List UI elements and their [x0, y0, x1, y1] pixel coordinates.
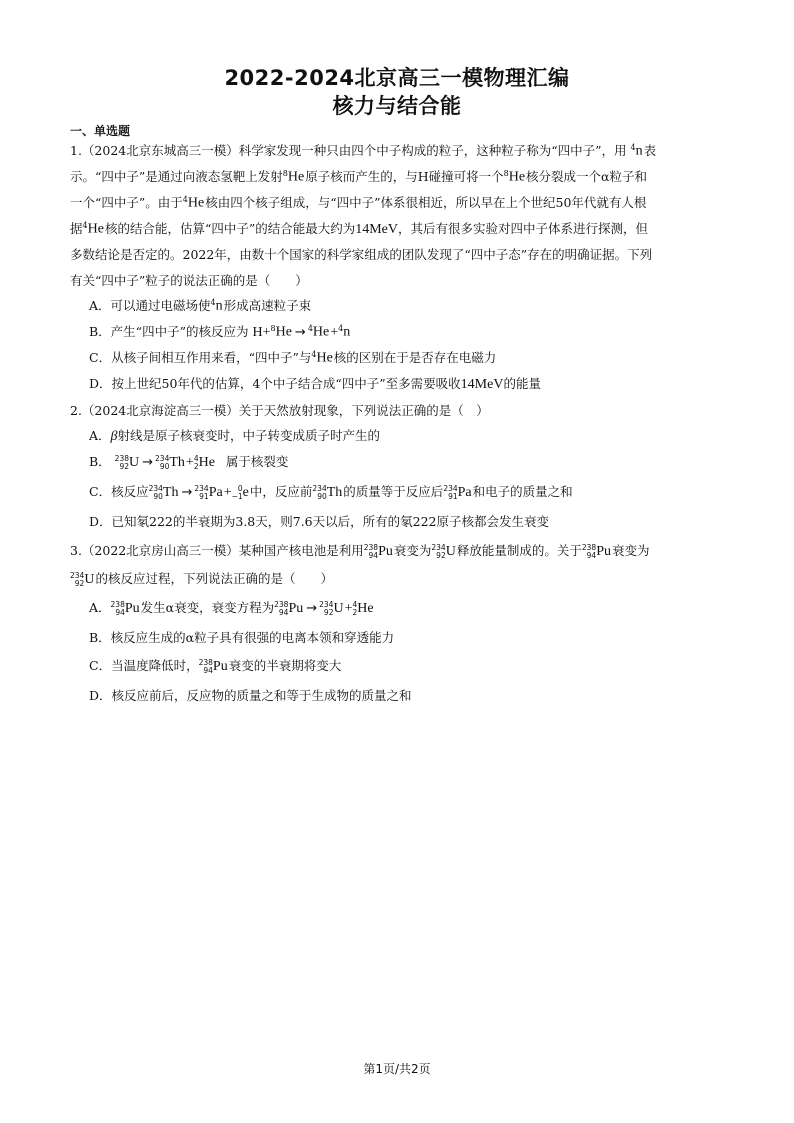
- q3-option-c[interactable]: C．当温度降低时， 238 94 Pu衰变的半衰期将变大: [89, 657, 342, 675]
- q1-line-2: 示。“四中子”是通过向液态氢靶上发射$^8$He原子核而产生的，与H碰撞可将一个$^8$He核分裂成一个α粒子和: [70, 169, 647, 185]
- q2-option-b[interactable]: B． 238 92 U → 234 90 Th+ 4 2 He 属于核裂变: [89, 453, 289, 471]
- q3-line-2: 234 92 U的核反应过程，下列说法正确的是（ ）: [70, 570, 333, 588]
- q1-option-a[interactable]: A．可以通过电磁场使$^4$n形成高速粒子束: [89, 298, 312, 314]
- q1-option-b[interactable]: B．产生“四中子”的核反应为 H+$^8$He → $^4$He+$^4$n: [89, 324, 351, 340]
- q2-stem: 2.（2024北京海淀高三一模）关于天然放射现象，下列说法正确的是（ ）: [70, 403, 489, 418]
- q1-option-d[interactable]: D．按上世纪50年代的估算，4个中子结合成“四中子”至多需要吸收14MeV的能量: [89, 376, 541, 392]
- q1-line-3: 一个“四中子”。由于$^4$He核由四个核子组成，与“四中子”体系很相近，所以早在上个世纪50年代就有人根: [70, 195, 647, 211]
- document-title: 2022-2024北京高三一模物理汇编: [224, 66, 570, 90]
- q1-line-4: 据$^4$He核的结合能，估算“四中子”的结合能最大约为14MeV，其后有很多实验对四中子体系进行探测，但: [70, 221, 649, 237]
- q2-option-a[interactable]: A．β射线是原子核衰变时，中子转变成质子时产生的: [89, 428, 381, 444]
- section-heading: 一、单选题: [70, 124, 131, 138]
- q1-line-1: 1.（2024北京东城高三一模）科学家发现一种只由四个中子构成的粒子，这种粒子称为“四中子”，用 $^4$n表: [70, 143, 657, 159]
- q3-option-a[interactable]: A． 238 94 Pu发生α衰变，衰变方程为 238 94 Pu → 234 92 U+ 4 2 He: [89, 599, 374, 617]
- q1-line-6: 有关“四中子”粒子的说法正确的是（ ）: [70, 273, 308, 288]
- nuclide-n4: $^4$n: [630, 143, 643, 159]
- q3-option-b[interactable]: B．核反应生成的α粒子具有很强的电离本领和穿透能力: [89, 630, 395, 645]
- q2-option-d[interactable]: D．已知氡222的半衰期为3.8天，则7.6天以后，所有的氡222原子核都会发生衰变: [89, 514, 549, 529]
- q1-option-c[interactable]: C．从核子间相互作用来看，“四中子”与$^4$He核的区别在于是否存在电磁力: [89, 350, 497, 366]
- page-footer: 第1页/共2页: [363, 1062, 431, 1076]
- q3-line-1: 3.（2022北京房山高三一模）某种国产核电池是利用 238 94 Pu衰变为 234 92 U释放能量制成的。关于 238 94 Pu衰变为: [70, 542, 650, 560]
- document-subtitle: 核力与结合能: [332, 94, 462, 118]
- q3-option-d[interactable]: D．核反应前后，反应物的质量之和等于生成物的质量之和: [89, 688, 412, 703]
- q2-option-c[interactable]: C．核反应 234 90 Th → 234 91 Pa+ 0 −1 e中，反应前 234 90 Th的质量等于反应后 234 91 Pa和电子的质量之和: [89, 483, 573, 501]
- q1-line-5: 多数结论是否定的。2022年，由数十个国家的科学家组成的团队发现了“四中子态”存在的明确证据。下列: [70, 247, 653, 262]
